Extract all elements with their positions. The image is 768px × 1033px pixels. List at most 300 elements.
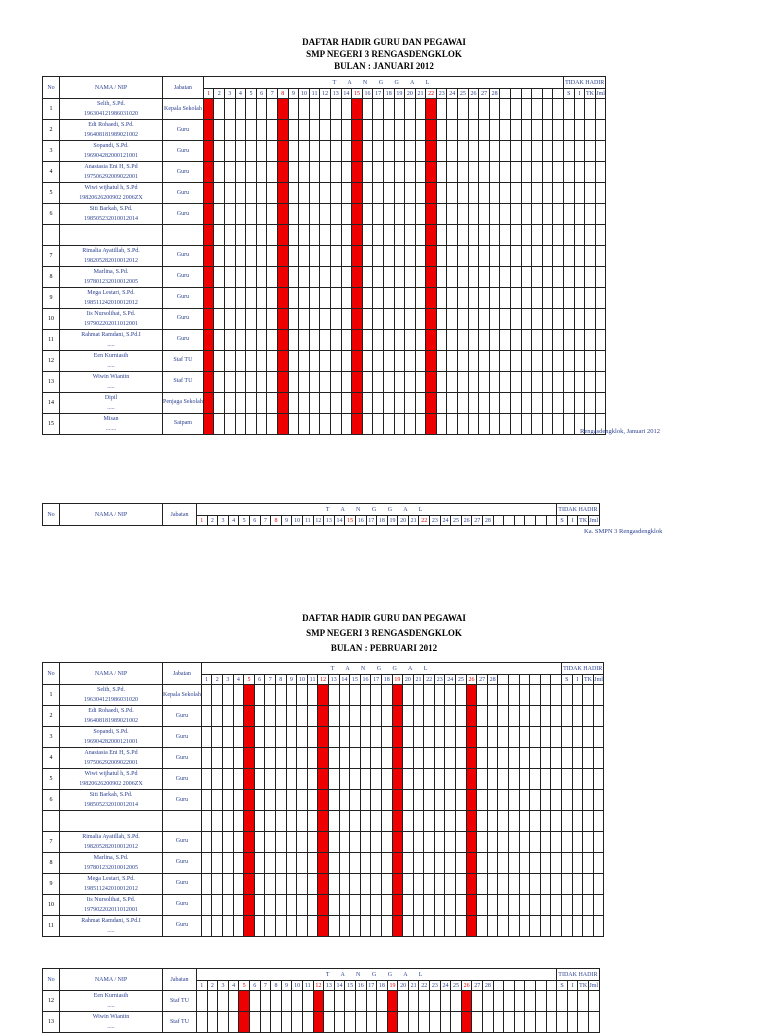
holiday-cell[interactable] bbox=[426, 245, 437, 266]
attendance-cell[interactable] bbox=[403, 685, 414, 706]
absence-count-cell[interactable] bbox=[564, 266, 575, 287]
attendance-cell[interactable] bbox=[445, 852, 456, 873]
attendance-cell[interactable] bbox=[500, 141, 511, 162]
attendance-cell[interactable] bbox=[309, 413, 320, 434]
attendance-cell[interactable] bbox=[519, 831, 530, 852]
attendance-cell[interactable] bbox=[246, 308, 257, 329]
attendance-cell[interactable] bbox=[309, 371, 320, 392]
absence-count-cell[interactable] bbox=[593, 685, 604, 706]
attendance-cell[interactable] bbox=[309, 162, 320, 183]
attendance-cell[interactable] bbox=[509, 852, 520, 873]
attendance-cell[interactable] bbox=[511, 350, 522, 371]
holiday-cell[interactable] bbox=[244, 685, 255, 706]
attendance-cell[interactable] bbox=[275, 811, 286, 832]
attendance-cell[interactable] bbox=[214, 287, 225, 308]
attendance-cell[interactable] bbox=[360, 894, 371, 915]
attendance-cell[interactable] bbox=[519, 790, 530, 811]
attendance-cell[interactable] bbox=[309, 141, 320, 162]
attendance-cell[interactable] bbox=[493, 1012, 504, 1033]
attendance-cell[interactable] bbox=[415, 308, 426, 329]
attendance-cell[interactable] bbox=[405, 99, 416, 120]
attendance-cell[interactable] bbox=[292, 991, 303, 1012]
attendance-cell[interactable] bbox=[447, 225, 458, 246]
attendance-cell[interactable] bbox=[328, 706, 339, 727]
attendance-cell[interactable] bbox=[330, 225, 341, 246]
holiday-cell[interactable] bbox=[203, 183, 214, 204]
attendance-cell[interactable] bbox=[405, 245, 416, 266]
attendance-cell[interactable] bbox=[403, 748, 414, 769]
absence-count-cell[interactable] bbox=[564, 120, 575, 141]
holiday-cell[interactable] bbox=[318, 852, 329, 873]
attendance-cell[interactable] bbox=[511, 392, 522, 413]
attendance-cell[interactable] bbox=[288, 162, 299, 183]
attendance-cell[interactable] bbox=[225, 183, 236, 204]
holiday-cell[interactable] bbox=[277, 120, 288, 141]
attendance-cell[interactable] bbox=[519, 873, 530, 894]
attendance-cell[interactable] bbox=[381, 706, 392, 727]
attendance-cell[interactable] bbox=[360, 769, 371, 790]
attendance-cell[interactable] bbox=[415, 204, 426, 225]
attendance-cell[interactable] bbox=[260, 1012, 271, 1033]
attendance-cell[interactable] bbox=[256, 266, 267, 287]
attendance-cell[interactable] bbox=[403, 894, 414, 915]
absence-count-cell[interactable] bbox=[574, 350, 585, 371]
attendance-cell[interactable] bbox=[424, 915, 435, 936]
attendance-cell[interactable] bbox=[551, 769, 562, 790]
attendance-cell[interactable] bbox=[362, 287, 373, 308]
attendance-cell[interactable] bbox=[436, 350, 447, 371]
attendance-cell[interactable] bbox=[201, 831, 212, 852]
attendance-cell[interactable] bbox=[299, 162, 310, 183]
attendance-cell[interactable] bbox=[254, 811, 265, 832]
attendance-cell[interactable] bbox=[381, 852, 392, 873]
attendance-cell[interactable] bbox=[254, 727, 265, 748]
attendance-cell[interactable] bbox=[373, 245, 384, 266]
attendance-cell[interactable] bbox=[458, 162, 469, 183]
attendance-cell[interactable] bbox=[536, 1012, 547, 1033]
attendance-cell[interactable] bbox=[328, 769, 339, 790]
attendance-cell[interactable] bbox=[307, 873, 318, 894]
attendance-cell[interactable] bbox=[214, 204, 225, 225]
attendance-cell[interactable] bbox=[320, 183, 331, 204]
attendance-cell[interactable] bbox=[445, 790, 456, 811]
attendance-cell[interactable] bbox=[458, 120, 469, 141]
attendance-cell[interactable] bbox=[540, 685, 551, 706]
attendance-cell[interactable] bbox=[487, 727, 498, 748]
attendance-cell[interactable] bbox=[360, 811, 371, 832]
attendance-cell[interactable] bbox=[249, 991, 260, 1012]
attendance-cell[interactable] bbox=[371, 915, 382, 936]
attendance-cell[interactable] bbox=[373, 350, 384, 371]
attendance-cell[interactable] bbox=[235, 350, 246, 371]
attendance-cell[interactable] bbox=[371, 811, 382, 832]
attendance-cell[interactable] bbox=[339, 831, 350, 852]
attendance-cell[interactable] bbox=[214, 329, 225, 350]
attendance-cell[interactable] bbox=[405, 141, 416, 162]
attendance-cell[interactable] bbox=[542, 266, 553, 287]
attendance-cell[interactable] bbox=[299, 308, 310, 329]
attendance-cell[interactable] bbox=[350, 706, 361, 727]
attendance-cell[interactable] bbox=[350, 852, 361, 873]
attendance-cell[interactable] bbox=[472, 991, 483, 1012]
attendance-cell[interactable] bbox=[479, 371, 490, 392]
attendance-cell[interactable] bbox=[341, 204, 352, 225]
attendance-cell[interactable] bbox=[424, 831, 435, 852]
attendance-cell[interactable] bbox=[307, 706, 318, 727]
attendance-cell[interactable] bbox=[413, 748, 424, 769]
attendance-cell[interactable] bbox=[286, 894, 297, 915]
absence-count-cell[interactable] bbox=[574, 329, 585, 350]
attendance-cell[interactable] bbox=[430, 991, 441, 1012]
attendance-cell[interactable] bbox=[218, 991, 229, 1012]
attendance-cell[interactable] bbox=[546, 1012, 557, 1033]
attendance-cell[interactable] bbox=[403, 811, 414, 832]
attendance-cell[interactable] bbox=[447, 162, 458, 183]
attendance-cell[interactable] bbox=[509, 831, 520, 852]
absence-count-cell[interactable] bbox=[564, 392, 575, 413]
attendance-cell[interactable] bbox=[489, 266, 500, 287]
attendance-cell[interactable] bbox=[362, 162, 373, 183]
attendance-cell[interactable] bbox=[281, 991, 292, 1012]
absence-count-cell[interactable] bbox=[564, 350, 575, 371]
attendance-cell[interactable] bbox=[265, 790, 276, 811]
attendance-cell[interactable] bbox=[540, 790, 551, 811]
attendance-cell[interactable] bbox=[532, 413, 543, 434]
attendance-cell[interactable] bbox=[498, 748, 509, 769]
holiday-cell[interactable] bbox=[244, 748, 255, 769]
absence-count-cell[interactable] bbox=[585, 162, 596, 183]
holiday-cell[interactable] bbox=[277, 162, 288, 183]
attendance-cell[interactable] bbox=[324, 991, 335, 1012]
attendance-cell[interactable] bbox=[299, 204, 310, 225]
attendance-cell[interactable] bbox=[288, 183, 299, 204]
holiday-cell[interactable] bbox=[244, 852, 255, 873]
attendance-cell[interactable] bbox=[275, 706, 286, 727]
attendance-cell[interactable] bbox=[299, 350, 310, 371]
attendance-cell[interactable] bbox=[383, 162, 394, 183]
attendance-cell[interactable] bbox=[456, 873, 467, 894]
holiday-cell[interactable] bbox=[203, 99, 214, 120]
attendance-cell[interactable] bbox=[297, 685, 308, 706]
attendance-cell[interactable] bbox=[540, 706, 551, 727]
attendance-cell[interactable] bbox=[299, 329, 310, 350]
attendance-cell[interactable] bbox=[371, 706, 382, 727]
attendance-cell[interactable] bbox=[246, 162, 257, 183]
attendance-cell[interactable] bbox=[288, 266, 299, 287]
attendance-cell[interactable] bbox=[286, 790, 297, 811]
absence-count-cell[interactable] bbox=[564, 245, 575, 266]
attendance-cell[interactable] bbox=[445, 894, 456, 915]
absence-count-cell[interactable] bbox=[585, 120, 596, 141]
attendance-cell[interactable] bbox=[383, 266, 394, 287]
attendance-cell[interactable] bbox=[297, 706, 308, 727]
attendance-cell[interactable] bbox=[212, 769, 223, 790]
holiday-cell[interactable] bbox=[244, 706, 255, 727]
attendance-cell[interactable] bbox=[256, 392, 267, 413]
attendance-cell[interactable] bbox=[299, 245, 310, 266]
attendance-cell[interactable] bbox=[553, 287, 564, 308]
attendance-cell[interactable] bbox=[271, 1012, 282, 1033]
attendance-cell[interactable] bbox=[532, 392, 543, 413]
attendance-cell[interactable] bbox=[328, 894, 339, 915]
attendance-cell[interactable] bbox=[394, 350, 405, 371]
attendance-cell[interactable] bbox=[320, 120, 331, 141]
absence-count-cell[interactable] bbox=[574, 371, 585, 392]
attendance-cell[interactable] bbox=[299, 225, 310, 246]
attendance-cell[interactable] bbox=[350, 748, 361, 769]
attendance-cell[interactable] bbox=[394, 392, 405, 413]
attendance-cell[interactable] bbox=[394, 204, 405, 225]
attendance-cell[interactable] bbox=[398, 1012, 409, 1033]
attendance-cell[interactable] bbox=[233, 790, 244, 811]
attendance-cell[interactable] bbox=[320, 162, 331, 183]
attendance-cell[interactable] bbox=[487, 894, 498, 915]
attendance-cell[interactable] bbox=[334, 991, 345, 1012]
attendance-cell[interactable] bbox=[405, 204, 416, 225]
attendance-cell[interactable] bbox=[233, 894, 244, 915]
attendance-cell[interactable] bbox=[381, 727, 392, 748]
attendance-cell[interactable] bbox=[309, 392, 320, 413]
attendance-cell[interactable] bbox=[341, 120, 352, 141]
attendance-cell[interactable] bbox=[233, 748, 244, 769]
absence-count-cell[interactable] bbox=[583, 748, 594, 769]
attendance-cell[interactable] bbox=[225, 204, 236, 225]
holiday-cell[interactable] bbox=[392, 852, 403, 873]
attendance-cell[interactable] bbox=[330, 287, 341, 308]
attendance-cell[interactable] bbox=[498, 852, 509, 873]
attendance-cell[interactable] bbox=[254, 685, 265, 706]
attendance-cell[interactable] bbox=[286, 727, 297, 748]
attendance-cell[interactable] bbox=[500, 266, 511, 287]
attendance-cell[interactable] bbox=[458, 308, 469, 329]
attendance-cell[interactable] bbox=[339, 706, 350, 727]
attendance-cell[interactable] bbox=[275, 790, 286, 811]
absence-count-cell[interactable] bbox=[574, 162, 585, 183]
attendance-cell[interactable] bbox=[424, 873, 435, 894]
holiday-cell[interactable] bbox=[392, 706, 403, 727]
attendance-cell[interactable] bbox=[256, 141, 267, 162]
attendance-cell[interactable] bbox=[309, 329, 320, 350]
attendance-cell[interactable] bbox=[413, 769, 424, 790]
holiday-cell[interactable] bbox=[426, 308, 437, 329]
attendance-cell[interactable] bbox=[489, 308, 500, 329]
attendance-cell[interactable] bbox=[235, 183, 246, 204]
attendance-cell[interactable] bbox=[413, 852, 424, 873]
attendance-cell[interactable] bbox=[436, 141, 447, 162]
attendance-cell[interactable] bbox=[235, 392, 246, 413]
attendance-cell[interactable] bbox=[267, 308, 278, 329]
attendance-cell[interactable] bbox=[246, 413, 257, 434]
attendance-cell[interactable] bbox=[383, 350, 394, 371]
attendance-cell[interactable] bbox=[394, 266, 405, 287]
attendance-cell[interactable] bbox=[341, 371, 352, 392]
attendance-cell[interactable] bbox=[383, 141, 394, 162]
attendance-cell[interactable] bbox=[542, 204, 553, 225]
attendance-cell[interactable] bbox=[214, 308, 225, 329]
attendance-cell[interactable] bbox=[408, 1012, 419, 1033]
attendance-cell[interactable] bbox=[525, 1012, 536, 1033]
attendance-cell[interactable] bbox=[256, 204, 267, 225]
attendance-cell[interactable] bbox=[553, 245, 564, 266]
absence-count-cell[interactable] bbox=[564, 287, 575, 308]
holiday-cell[interactable] bbox=[392, 790, 403, 811]
attendance-cell[interactable] bbox=[403, 790, 414, 811]
attendance-cell[interactable] bbox=[307, 727, 318, 748]
attendance-cell[interactable] bbox=[288, 245, 299, 266]
attendance-cell[interactable] bbox=[218, 1012, 229, 1033]
attendance-cell[interactable] bbox=[373, 371, 384, 392]
attendance-cell[interactable] bbox=[288, 287, 299, 308]
attendance-cell[interactable] bbox=[265, 894, 276, 915]
attendance-cell[interactable] bbox=[201, 727, 212, 748]
attendance-cell[interactable] bbox=[500, 120, 511, 141]
absence-count-cell[interactable] bbox=[574, 245, 585, 266]
holiday-cell[interactable] bbox=[239, 1012, 250, 1033]
attendance-cell[interactable] bbox=[235, 329, 246, 350]
attendance-cell[interactable] bbox=[430, 1012, 441, 1033]
attendance-cell[interactable] bbox=[288, 120, 299, 141]
attendance-cell[interactable] bbox=[330, 350, 341, 371]
attendance-cell[interactable] bbox=[415, 287, 426, 308]
holiday-cell[interactable] bbox=[244, 790, 255, 811]
attendance-cell[interactable] bbox=[532, 120, 543, 141]
attendance-cell[interactable] bbox=[532, 204, 543, 225]
attendance-cell[interactable] bbox=[413, 811, 424, 832]
attendance-cell[interactable] bbox=[297, 811, 308, 832]
attendance-cell[interactable] bbox=[214, 225, 225, 246]
attendance-cell[interactable] bbox=[350, 811, 361, 832]
attendance-cell[interactable] bbox=[468, 162, 479, 183]
attendance-cell[interactable] bbox=[299, 287, 310, 308]
absence-count-cell[interactable] bbox=[595, 350, 606, 371]
attendance-cell[interactable] bbox=[320, 225, 331, 246]
attendance-cell[interactable] bbox=[403, 706, 414, 727]
absence-count-cell[interactable] bbox=[572, 894, 583, 915]
attendance-cell[interactable] bbox=[498, 915, 509, 936]
attendance-cell[interactable] bbox=[350, 915, 361, 936]
attendance-cell[interactable] bbox=[424, 748, 435, 769]
attendance-cell[interactable] bbox=[403, 852, 414, 873]
attendance-cell[interactable] bbox=[362, 204, 373, 225]
holiday-cell[interactable] bbox=[277, 245, 288, 266]
attendance-cell[interactable] bbox=[235, 120, 246, 141]
attendance-cell[interactable] bbox=[530, 873, 541, 894]
attendance-cell[interactable] bbox=[553, 329, 564, 350]
attendance-cell[interactable] bbox=[553, 308, 564, 329]
attendance-cell[interactable] bbox=[445, 706, 456, 727]
attendance-cell[interactable] bbox=[324, 1012, 335, 1033]
attendance-cell[interactable] bbox=[436, 413, 447, 434]
attendance-cell[interactable] bbox=[553, 413, 564, 434]
attendance-cell[interactable] bbox=[265, 811, 276, 832]
attendance-cell[interactable] bbox=[458, 183, 469, 204]
attendance-cell[interactable] bbox=[434, 727, 445, 748]
attendance-cell[interactable] bbox=[445, 727, 456, 748]
attendance-cell[interactable] bbox=[436, 183, 447, 204]
attendance-cell[interactable] bbox=[532, 350, 543, 371]
attendance-cell[interactable] bbox=[330, 308, 341, 329]
attendance-cell[interactable] bbox=[500, 287, 511, 308]
attendance-cell[interactable] bbox=[403, 915, 414, 936]
attendance-cell[interactable] bbox=[521, 329, 532, 350]
attendance-cell[interactable] bbox=[546, 991, 557, 1012]
attendance-cell[interactable] bbox=[519, 915, 530, 936]
attendance-cell[interactable] bbox=[339, 685, 350, 706]
absence-count-cell[interactable] bbox=[572, 706, 583, 727]
attendance-cell[interactable] bbox=[456, 769, 467, 790]
attendance-cell[interactable] bbox=[341, 141, 352, 162]
attendance-cell[interactable] bbox=[498, 894, 509, 915]
attendance-cell[interactable] bbox=[207, 991, 218, 1012]
absence-count-cell[interactable] bbox=[585, 183, 596, 204]
attendance-cell[interactable] bbox=[456, 915, 467, 936]
attendance-cell[interactable] bbox=[415, 99, 426, 120]
holiday-cell[interactable] bbox=[466, 811, 477, 832]
attendance-cell[interactable] bbox=[341, 392, 352, 413]
attendance-cell[interactable] bbox=[267, 120, 278, 141]
attendance-cell[interactable] bbox=[424, 852, 435, 873]
attendance-cell[interactable] bbox=[309, 183, 320, 204]
holiday-cell[interactable] bbox=[392, 873, 403, 894]
attendance-cell[interactable] bbox=[214, 371, 225, 392]
attendance-cell[interactable] bbox=[487, 873, 498, 894]
holiday-cell[interactable] bbox=[466, 685, 477, 706]
attendance-cell[interactable] bbox=[307, 790, 318, 811]
attendance-cell[interactable] bbox=[214, 141, 225, 162]
attendance-cell[interactable] bbox=[246, 183, 257, 204]
attendance-cell[interactable] bbox=[447, 392, 458, 413]
absence-count-cell[interactable] bbox=[583, 685, 594, 706]
absence-count-cell[interactable] bbox=[564, 99, 575, 120]
attendance-cell[interactable] bbox=[530, 790, 541, 811]
attendance-cell[interactable] bbox=[479, 245, 490, 266]
holiday-cell[interactable] bbox=[392, 685, 403, 706]
attendance-cell[interactable] bbox=[341, 225, 352, 246]
attendance-cell[interactable] bbox=[225, 120, 236, 141]
attendance-cell[interactable] bbox=[371, 873, 382, 894]
absence-count-cell[interactable] bbox=[574, 392, 585, 413]
attendance-cell[interactable] bbox=[201, 915, 212, 936]
attendance-cell[interactable] bbox=[320, 392, 331, 413]
holiday-cell[interactable] bbox=[244, 915, 255, 936]
attendance-cell[interactable] bbox=[275, 873, 286, 894]
attendance-cell[interactable] bbox=[415, 120, 426, 141]
holiday-cell[interactable] bbox=[426, 120, 437, 141]
absence-count-cell[interactable] bbox=[595, 245, 606, 266]
attendance-cell[interactable] bbox=[477, 685, 488, 706]
attendance-cell[interactable] bbox=[434, 873, 445, 894]
absence-count-cell[interactable] bbox=[557, 1012, 568, 1033]
holiday-cell[interactable] bbox=[392, 831, 403, 852]
attendance-cell[interactable] bbox=[553, 392, 564, 413]
holiday-cell[interactable] bbox=[313, 1012, 324, 1033]
attendance-cell[interactable] bbox=[350, 894, 361, 915]
attendance-cell[interactable] bbox=[468, 392, 479, 413]
attendance-cell[interactable] bbox=[235, 266, 246, 287]
attendance-cell[interactable] bbox=[436, 266, 447, 287]
attendance-cell[interactable] bbox=[456, 727, 467, 748]
attendance-cell[interactable] bbox=[254, 873, 265, 894]
attendance-cell[interactable] bbox=[307, 831, 318, 852]
attendance-cell[interactable] bbox=[288, 350, 299, 371]
attendance-cell[interactable] bbox=[225, 141, 236, 162]
attendance-cell[interactable] bbox=[223, 685, 234, 706]
absence-count-cell[interactable] bbox=[595, 99, 606, 120]
attendance-cell[interactable] bbox=[468, 287, 479, 308]
attendance-cell[interactable] bbox=[371, 790, 382, 811]
attendance-cell[interactable] bbox=[267, 392, 278, 413]
attendance-cell[interactable] bbox=[256, 162, 267, 183]
